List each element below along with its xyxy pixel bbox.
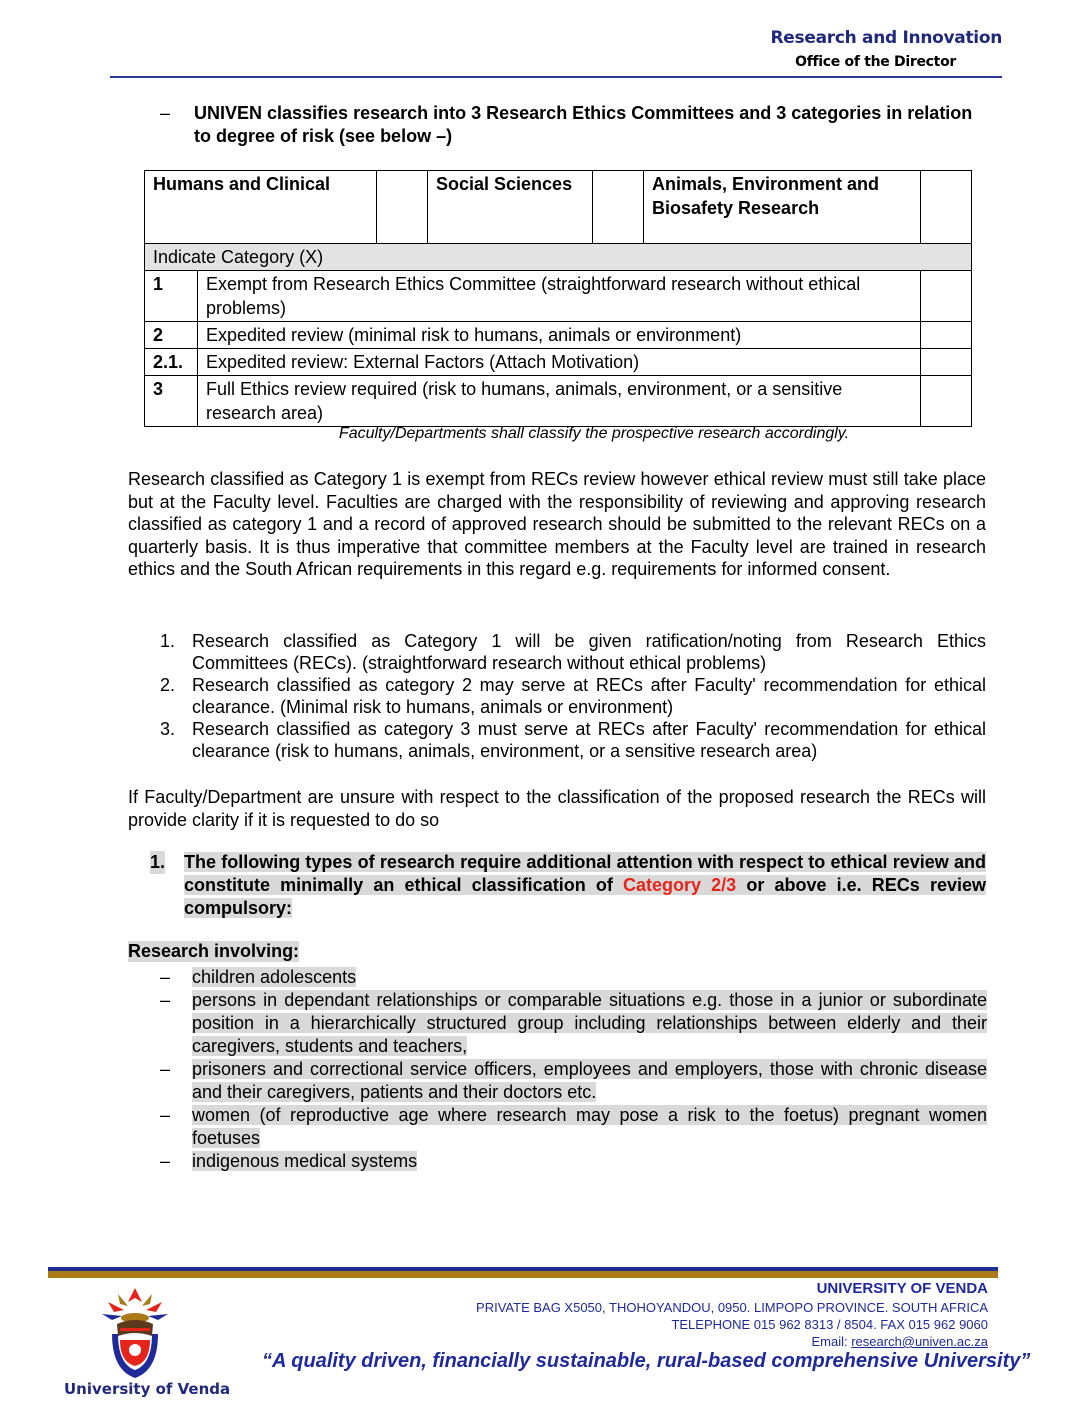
- footer-address: PRIVATE BAG X5050, THOHOYANDOU, 0950. LIMPOPO PROVINCE. SOUTH AFRICA: [476, 1300, 988, 1315]
- list-text: women (of reproductive age where research may pose a risk to the foetus) pregnant women foetuses: [192, 1105, 987, 1148]
- dash-bullet: –: [160, 990, 171, 1010]
- dash-bullet: –: [160, 103, 171, 123]
- checkbox-cell-humans[interactable]: [377, 171, 428, 244]
- indicate-category-label: Indicate Category (X): [145, 244, 972, 271]
- category-description: Full Ethics review required (risk to humans, animals, environment, or a sensitive research area): [198, 376, 921, 427]
- header-subtitle: Office of the Director: [795, 54, 956, 70]
- category-mark-cell[interactable]: [921, 322, 972, 349]
- list-item: [160, 989, 987, 1058]
- intro-text: UNIVEN classifies research into 3 Research Ethics Committees and 3 categories in relation to degree of risk (see below –): [194, 103, 973, 146]
- dash-bullet: –: [160, 967, 171, 987]
- email-link[interactable]: research@univen.ac.za: [851, 1334, 988, 1349]
- footer-email: [811, 1334, 988, 1349]
- category-number: 2.1.: [145, 349, 198, 376]
- section-text-before: The following types of research require additional attention with respect to ethical review and constitute minimally an ethical classification of: [184, 852, 986, 895]
- category-number: 2: [145, 322, 198, 349]
- email-label: Email:: [811, 1334, 852, 1349]
- list-text: children adolescents: [192, 967, 357, 987]
- list-item: [160, 1104, 987, 1150]
- dash-bullet: –: [160, 1105, 171, 1125]
- list-text: prisoners and correctional service officers, employees and employers, those with chronic disease and their caregivers, patients and their doctors etc.: [192, 1059, 987, 1102]
- list-text: persons in dependant relationships or comparable situations e.g. those in a junior or subordinate position in a hierarchically structured group including relationships between elderly and their caregivers, students and teachers,: [192, 990, 987, 1056]
- section-text: [184, 851, 986, 920]
- list-item: [160, 1058, 987, 1104]
- list-item: [128, 718, 986, 762]
- dash-bullet: –: [160, 1151, 171, 1171]
- category-description: Expedited review: External Factors (Attach Motivation): [198, 349, 921, 376]
- list-item: [160, 966, 987, 989]
- university-crest-icon: [90, 1284, 180, 1388]
- paragraph-clarity: If Faculty/Department are unsure with respect to the classification of the proposed research the RECs will provide clarity if it is requested to do so: [128, 787, 986, 830]
- list-text: indigenous medical systems: [192, 1151, 418, 1171]
- list-number: 3.: [160, 719, 176, 739]
- list-text: Research classified as category 3 must serve at RECs after Faculty' recommendation for ethical clearance (risk to humans, animals, environment, or a sensitive research area): [192, 719, 986, 761]
- category-number: 3: [145, 376, 198, 427]
- category-mark-cell[interactable]: [921, 376, 972, 427]
- list-number: 2.: [160, 675, 176, 695]
- footer-motto: “A quality driven, financially sustainable, rural-based comprehensive University”: [262, 1350, 1031, 1372]
- research-involving-list: [160, 966, 987, 1173]
- list-text: Research classified as category 2 may serve at RECs after Faculty' recommendation for ethical clearance. (Minimal risk to humans, animals or environment): [192, 675, 986, 717]
- dash-bullet: –: [160, 1059, 171, 1079]
- table-row: [145, 244, 972, 271]
- research-involving-heading: Research involving:: [128, 941, 300, 961]
- section-number: 1.: [150, 852, 166, 872]
- header-social-sciences: Social Sciences: [428, 171, 593, 244]
- paragraph-category1: Research classified as Category 1 is exempt from RECs review however ethical review must still take place but at the Faculty level. Faculties are charged with the responsibility of reviewing and approving research classified as category 1 and a record of approved research should be submitted to the relevant RECs on a quarterly basis. It is thus imperative that committee members at the Faculty level are trained in research ethics and the South African requirements in this regard e.g. requirements for informed consent.: [128, 469, 986, 579]
- header-title: Research and Innovation: [770, 28, 1002, 48]
- category-description: Exempt from Research Ethics Committee (straightforward research without ethical problems): [198, 271, 921, 322]
- list-number: 1.: [160, 631, 176, 651]
- table-row: [145, 271, 972, 322]
- table-row: [145, 349, 972, 376]
- numbered-list: [128, 630, 986, 762]
- category-mark-cell[interactable]: [921, 271, 972, 322]
- footer-telephone: TELEPHONE 015 962 8313 / 8504. FAX 015 962 9060: [671, 1317, 988, 1332]
- list-item: [160, 1150, 987, 1173]
- category-description: Expedited review (minimal risk to humans, animals or environment): [198, 322, 921, 349]
- section-text-after: or above i.e. RECs review compulsory:: [184, 875, 987, 918]
- table-header-row: [145, 171, 972, 244]
- footer-gold-bar: [48, 1271, 998, 1278]
- header-animals-environment: Animals, Environment and Biosafety Research: [644, 171, 921, 244]
- list-item: [128, 630, 986, 674]
- footer-university-name: UNIVERSITY OF VENDA: [816, 1280, 988, 1297]
- category-mark-cell[interactable]: [921, 349, 972, 376]
- table-row: [145, 376, 972, 427]
- header-humans-clinical: Humans and Clinical: [145, 171, 377, 244]
- category-highlight: Category 2/3: [622, 875, 737, 895]
- table-caption: Faculty/Departments shall classify the prospective research accordingly.: [338, 425, 850, 442]
- checkbox-cell-social[interactable]: [593, 171, 644, 244]
- logo-caption: University of Venda: [64, 1380, 231, 1398]
- header-divider: [110, 76, 1002, 78]
- classification-table: [144, 170, 972, 427]
- list-item: [128, 674, 986, 718]
- checkbox-cell-animals[interactable]: [921, 171, 972, 244]
- category-number: 1: [145, 271, 198, 322]
- list-text: Research classified as Category 1 will be given ratification/noting from Research Ethics Committees (RECs). (straightforward research without ethical problems): [192, 631, 986, 673]
- table-row: [145, 322, 972, 349]
